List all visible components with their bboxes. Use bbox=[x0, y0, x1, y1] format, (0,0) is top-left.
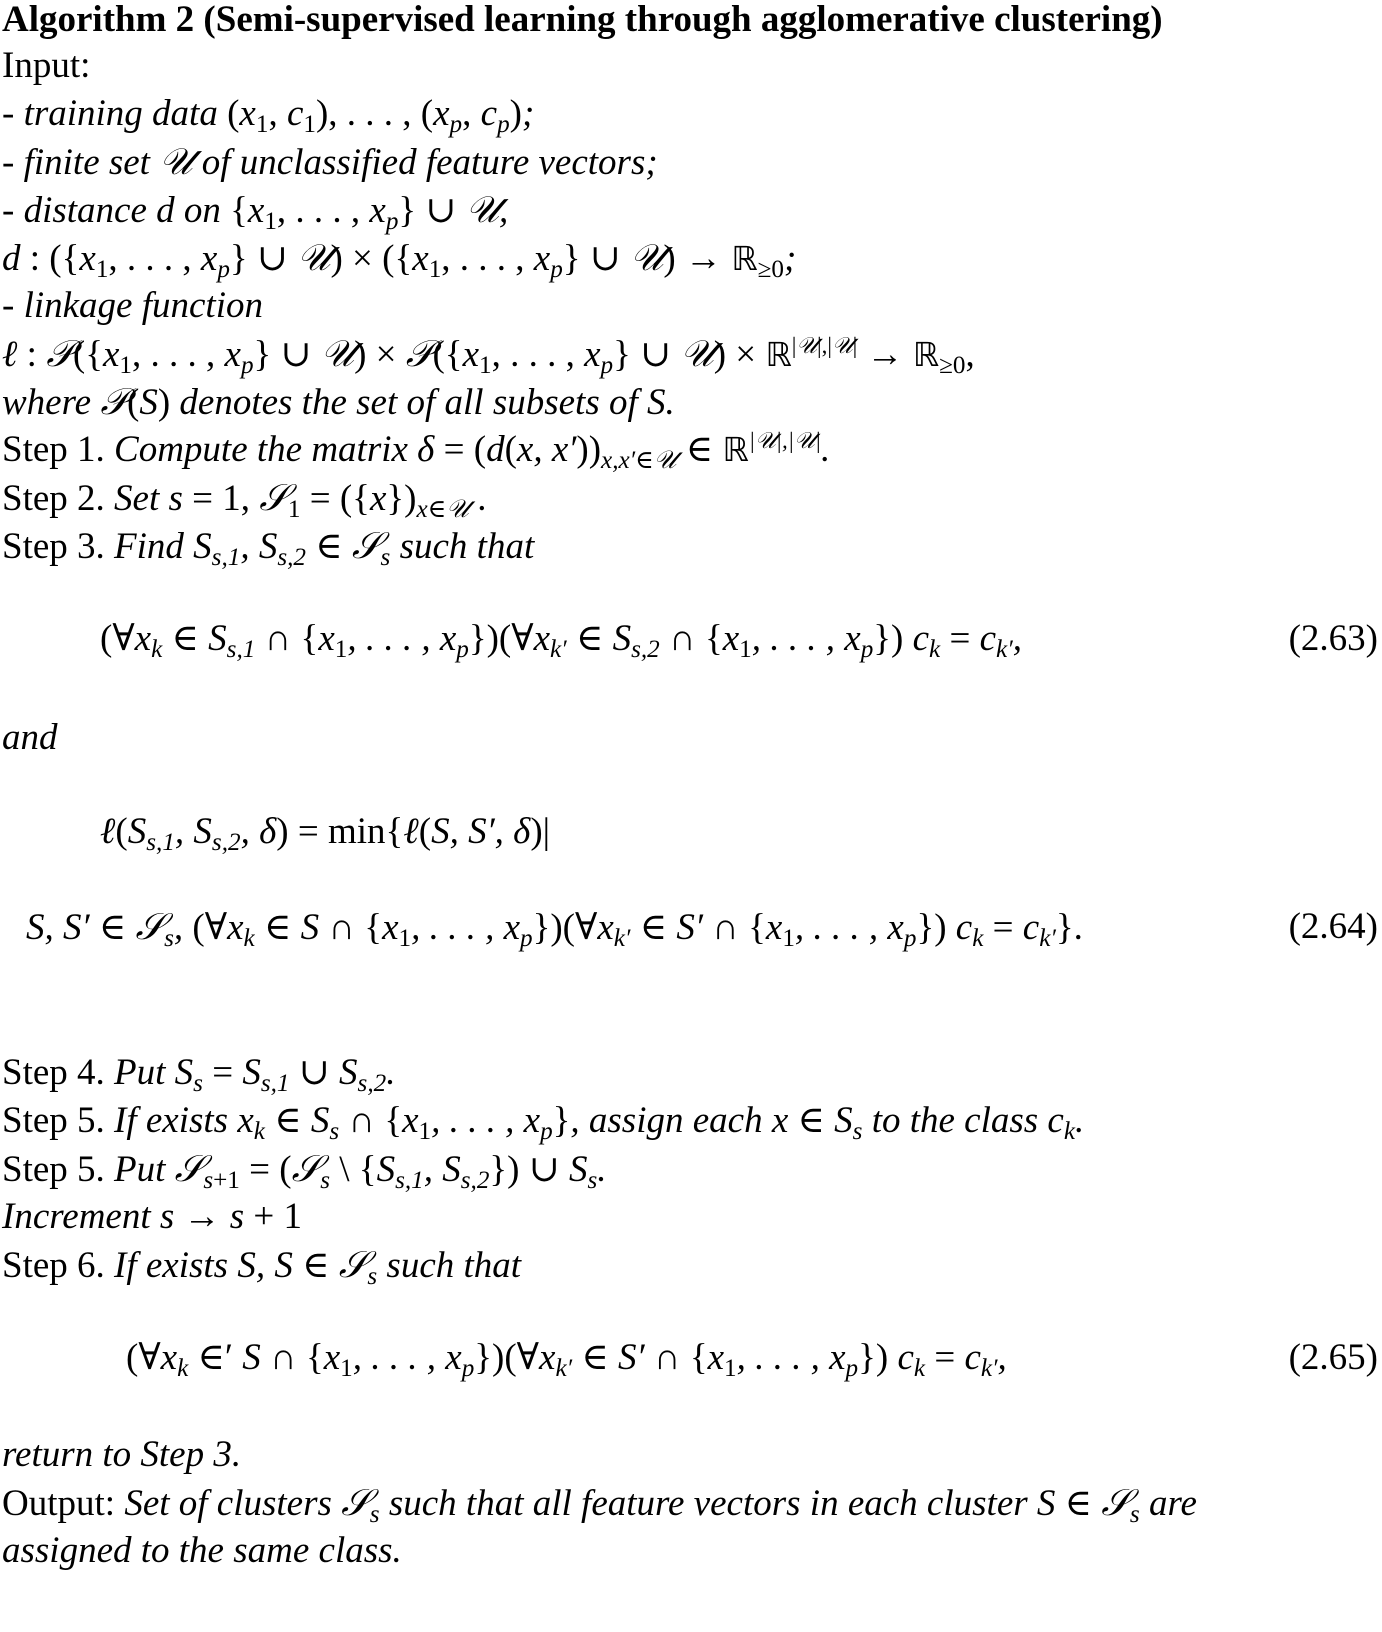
output-continuation: assigned to the same class. bbox=[2, 1530, 402, 1571]
increment-step: Increment s → s + 1 bbox=[2, 1196, 303, 1237]
step-3: Step 3. Find $S_{s,1}$, $S_{s,2}$ ∈ 𝒮$_s$ such that bbox=[2, 524, 535, 572]
output-label: Output: bbox=[2, 1483, 116, 1524]
training-math: ($x_1$, $c_1$), . . . , ($x_p$, $c_p$) bbox=[227, 93, 522, 139]
training-prefix: - training data bbox=[2, 93, 228, 134]
step-2-label: Step 2. bbox=[2, 478, 105, 519]
equation-number-2-63: (2.63) bbox=[1288, 618, 1378, 659]
input-distance: - distance d on {$x_1$, . . . , $x_p$} ∪ 𝒰, bbox=[2, 188, 509, 236]
step-6-label: Step 6. bbox=[2, 1245, 105, 1286]
step-5-put: Step 5. Put 𝒮$_{s+1}$ = (𝒮$_s$ \ {$S_{s,1}$, $S_{s,2}$}) ∪ $S_s$. bbox=[2, 1147, 607, 1195]
distance-definition: d : ({$x_1$, . . . , $x_p$} ∪ 𝒰) × ({$x_1$, . . . , $x_p$} ∪ 𝒰) → ℝ$_{\ge 0}$; bbox=[2, 236, 797, 284]
input-training-data: - training data ($x_1$, $c_1$), . . . , ($x_p$, $c_p$); bbox=[2, 93, 535, 139]
step-6: Step 6. If exists S, S ∈ 𝒮$_s$ such that bbox=[2, 1243, 522, 1291]
return-text: return to Step 3. bbox=[2, 1434, 242, 1475]
step-3-label: Step 3. bbox=[2, 526, 105, 567]
equation-2-65: ($\forall x_k$ ∈′ S ∩ {$x_1$, . . . , $x_p\})(\forall x_{k'}$ ∈ S′ ∩ {$x_1$, . . . , $x_p$}) $c_k = c_{k'}$, bbox=[126, 1337, 1007, 1383]
step-1: Step 1. Compute the matrix δ = (d(x, $x'))_{x,x'\in 𝒰}$ ∈ ℝ$^{|𝒰|,|𝒰|}$. bbox=[2, 428, 831, 475]
finite-set-suffix: of unclassified feature vectors; bbox=[192, 142, 658, 183]
step-5-label: Step 5. bbox=[2, 1100, 105, 1141]
step-1-label: Step 1. bbox=[2, 429, 105, 470]
step-5-assign: Step 5. If exists $x_k$ ∈ $S_s$ ∩ {$x_1$, . . . , $x_p$}, assign each x ∈ $S_s$ to the class $c_k$. bbox=[2, 1100, 1085, 1146]
step-4: Step 4. Put $S_s = S_{s,1}$ ∪ $S_{s,2}$. bbox=[2, 1052, 396, 1098]
input-finite-set bbox=[2, 137, 658, 187]
equation-2-64-line-1: $\ell(S_{s,1}$, $S_{s,2}$, δ) = min{ℓ(S, S′, δ)| bbox=[100, 811, 551, 857]
and-text: and bbox=[2, 717, 58, 758]
input-label: Input: bbox=[2, 45, 91, 86]
distance-domain-math: {$x_1$, . . . , $x_p$} ∪ 𝒰 bbox=[230, 188, 499, 236]
step-2: Step 2. Set s = 1, 𝒮$_1$ = $(\{x\})_{x\in 𝒰}$ . bbox=[2, 476, 488, 524]
finite-set-prefix: - finite set bbox=[2, 142, 160, 183]
equation-2-64-line-2: S, S′ ∈ 𝒮$_s$, ($\forall x_k$ ∈ S ∩ {$x_1$, . . . , $x_p\})(\forall x_{k'}$ ∈ S′ ∩ {$x_1$, . . . , $x_p$}) $c_k = c_{k'}$}. bbox=[26, 905, 1083, 953]
step-4-label: Step 4. bbox=[2, 1052, 105, 1093]
algorithm-title: Algorithm 2 (Semi-supervised learning through agglomerative clustering) bbox=[2, 0, 1163, 40]
distance-prefix: - distance d on bbox=[2, 190, 231, 231]
where-definition: where 𝒫(S) denotes the set of all subsets of S. bbox=[2, 380, 675, 423]
linkage-definition: ℓ : $𝒫(\{x_1$, . . . , $x_p$} ∪ 𝒰) × $𝒫(\{x_1$, . . . , $x_p$} ∪ 𝒰) × ℝ$^{|𝒰|,|𝒰|}$ → ℝ$_{\ge 0}$, bbox=[2, 332, 975, 380]
equation-number-2-64: (2.64) bbox=[1288, 906, 1378, 947]
output-line: Output: Set of clusters 𝒮$_s$ such that all feature vectors in each cluster S ∈ 𝒮$_s$ are bbox=[2, 1481, 1197, 1529]
input-linkage-label: - linkage function bbox=[2, 285, 263, 326]
equation-2-63: ($\forall x_k$ ∈ $S_{s,1}$ ∩ {$x_1$, . . . , $x_p\})(\forall x_{k'}$ ∈ $S_{s,2}$ ∩ {$x_1$, . . . , $x_p$}) $c_k = c_{k'}$, bbox=[100, 618, 1022, 664]
equation-number-2-65: (2.65) bbox=[1288, 1337, 1378, 1378]
set-U-symbol: 𝒰 bbox=[159, 140, 193, 183]
step-5b-label: Step 5. bbox=[2, 1149, 105, 1190]
